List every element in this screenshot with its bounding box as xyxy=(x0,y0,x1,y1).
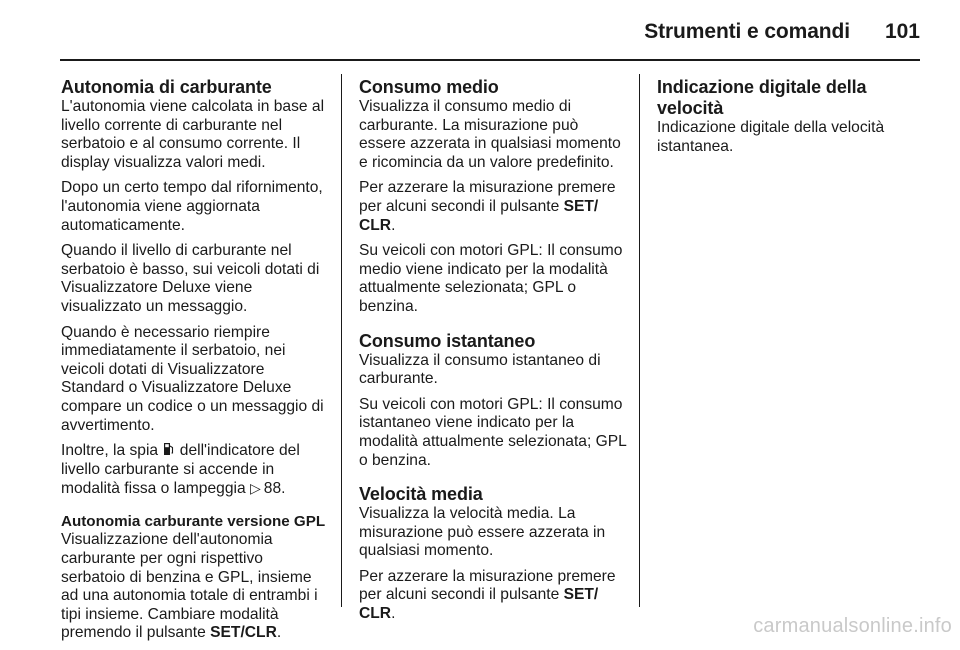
paragraph: Dopo un certo tempo dal rifornimento, l'autonomia viene aggiornata automaticamente. xyxy=(61,179,323,234)
paragraph xyxy=(359,179,627,235)
text-span: Inoltre, la spia xyxy=(61,442,159,460)
section-heading-fuel-range: Autonomia di carburante xyxy=(61,77,272,97)
text-span: Per azzerare la misurazione premere per alcuni secondi il pulsante xyxy=(359,567,616,604)
column-3 xyxy=(657,77,925,163)
text-span: . xyxy=(391,216,396,234)
paragraph: Visualizza la velocità media. La misurazione può essere azzerata in qualsiasi momento. xyxy=(359,505,606,560)
section-heading-digital-speed: Indicazione digitale della velocità xyxy=(657,77,867,118)
text-span: . xyxy=(391,605,396,623)
section-heading-average-consumption: Consumo medio xyxy=(359,77,499,97)
paragraph: Su veicoli con motori GPL: Il consumo medio viene indicato per la modalità attualmente selezionata; GPL o benzina. xyxy=(359,242,623,315)
paragraph: Su veicoli con motori GPL: Il consumo istantaneo viene indicato per la modalità attualmente selezionata; GPL o benzina. xyxy=(359,395,627,469)
paragraph xyxy=(359,568,627,624)
paragraph: Visualizza il consumo medio di carburante. La misurazione può essere azzerata in qualsiasi momento e ricomincia da un valore predefinito. xyxy=(359,98,621,171)
column-1 xyxy=(61,77,329,650)
paragraph-fuel-indicator xyxy=(61,442,329,499)
page-reference-arrow-icon: ▷ xyxy=(249,480,261,497)
page-number: 101 xyxy=(884,20,920,43)
column-2 xyxy=(359,77,627,631)
subsection-heading-lpg-range: Autonomia carburante versione GPL xyxy=(61,512,326,530)
header-title: Strumenti e comandi xyxy=(644,20,850,43)
paragraph: L'autonomia viene calcolata in base al livello corrente di carburante nel serbatoio e al consumo corrente. Il display visualizza valori medi. xyxy=(61,98,325,171)
watermark: carmanualsonline.info xyxy=(753,615,952,637)
text-span: . xyxy=(276,624,282,642)
text-span: Visualizzazione dell'autonomia carburante per ogni rispettivo serbatoio di benzina e GPL, insieme ad una autonomia totale di entrambi i tipi insieme. Cambiare modalità premendo il pulsante xyxy=(61,531,318,642)
section-heading-instant-consumption: Consumo istantaneo xyxy=(359,330,536,351)
column-divider-2 xyxy=(639,74,640,607)
text-span: dell'indicatore del livello carburante si accende in modalità fissa o lampeggia xyxy=(61,442,300,498)
page-reference[interactable]: 88. xyxy=(263,480,286,498)
button-name-set-clr: SET/ CLR xyxy=(359,586,599,623)
paragraph: Quando è necessario riempire immediatamente il serbatoio, nei veicoli dotati di Visualizzatore Standard o Visualizzatore Deluxe compare un codice o un messaggio di avvertimento. xyxy=(61,323,324,434)
paragraph: Quando il livello di carburante nel serbatoio è basso, sui veicoli dotati di Visualizzatore Deluxe viene visualizzato un messaggio. xyxy=(61,242,320,315)
text-span: Per azzerare la misurazione premere per alcuni secondi il pulsante xyxy=(359,179,616,215)
page-header xyxy=(0,0,960,60)
button-name-set-clr: SET/CLR xyxy=(210,624,277,642)
fuel-pump-icon xyxy=(163,442,174,456)
button-name-set-clr: SET/ CLR xyxy=(359,197,599,234)
section-heading-average-speed: Velocità media xyxy=(359,484,483,505)
paragraph: Visualizza il consumo istantaneo di carburante. xyxy=(359,351,601,388)
column-divider-1 xyxy=(341,74,342,607)
paragraph: Indicazione digitale della velocità istantanea. xyxy=(657,119,885,155)
header-rule xyxy=(60,59,920,61)
paragraph xyxy=(61,531,329,643)
